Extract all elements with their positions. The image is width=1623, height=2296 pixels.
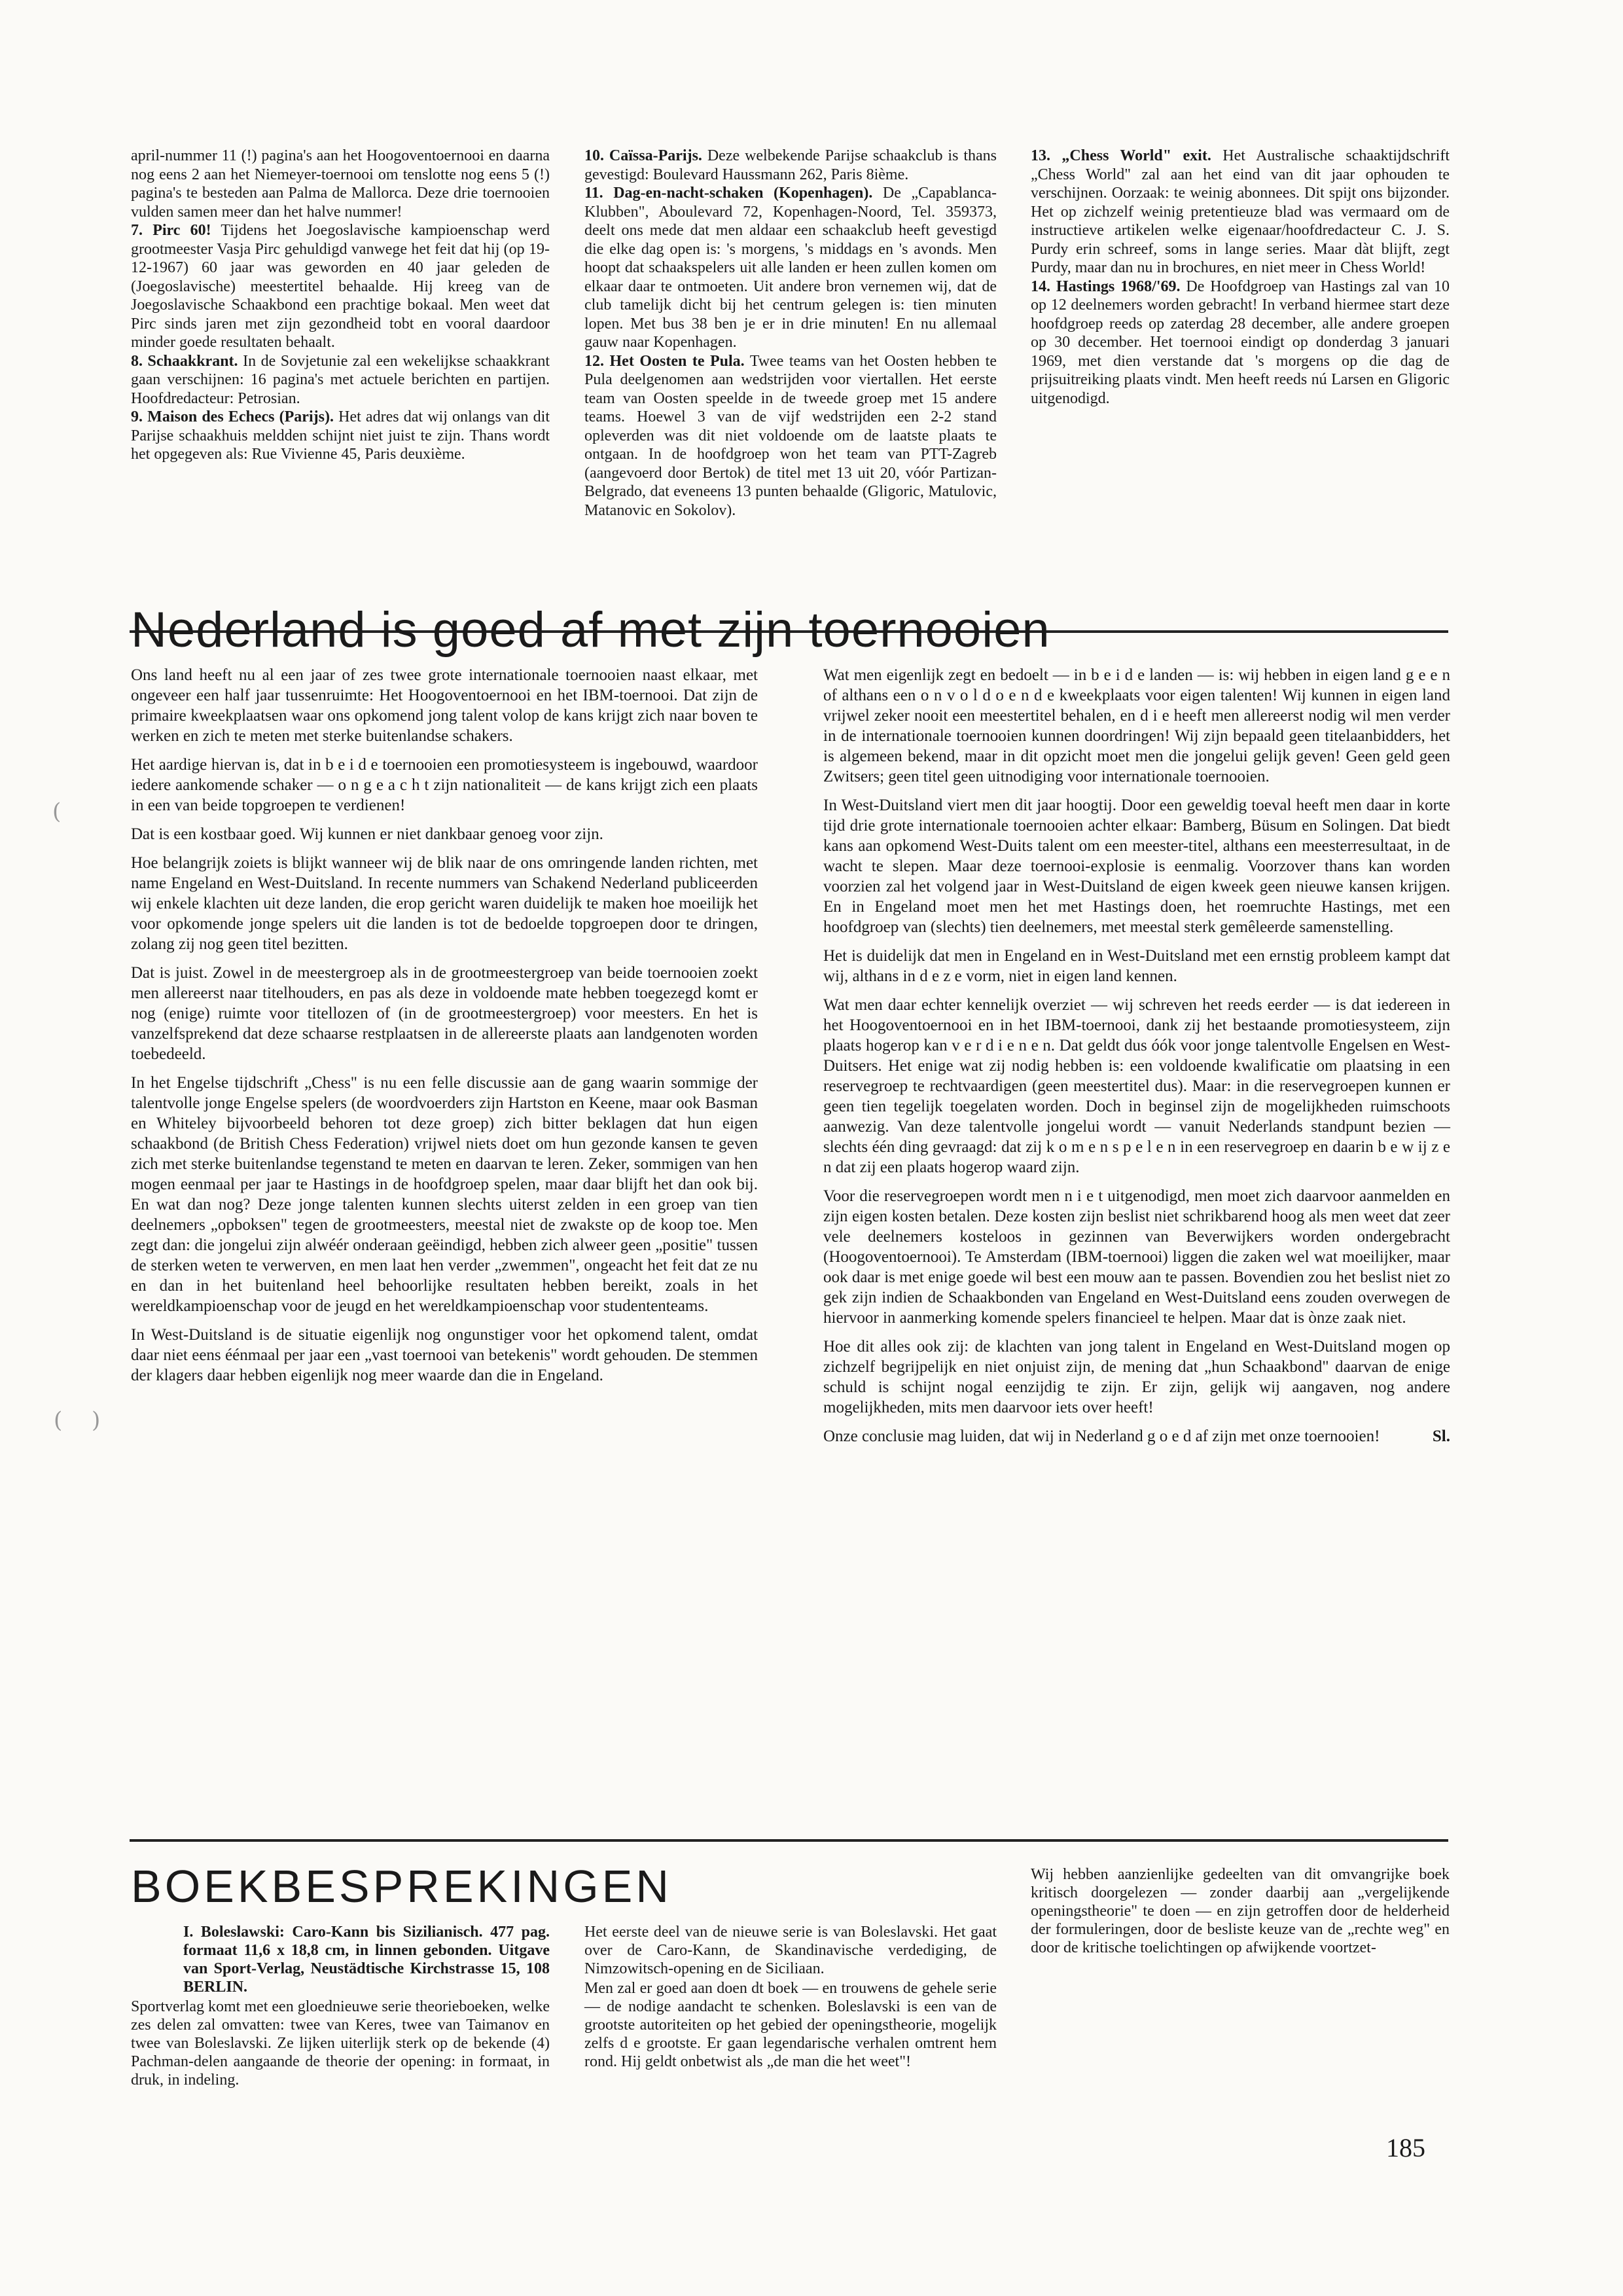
article-paragraph: Dat is een kostbaar goed. Wij kunnen er niet dankbaar genoeg voor zijn. xyxy=(131,825,603,843)
author-signature: Sl. xyxy=(1432,1427,1450,1445)
article-paragraph: Dat is juist. Zowel in de meestergroep als in de grootmeestergroep van beide toernooien zoekt men allereerst naar titelhouders, en pas als deze in voldoende mate hebben toegezegd komt er nog (enige) ruimte voor titellozen of (in de grootmeestergroep) voor meesters. En het is vanzelfsprekend dat deze schaarse restplaatsen in de allereerste plaats aan landgenoten worden toebedeeld. xyxy=(131,964,758,1063)
punch-hole-mark: ( xyxy=(52,798,62,825)
article-paragraph: In West-Duitsland is de situatie eigenlijk nog ongunstiger voor het opkomend talent, omdat daar niet eens éénmaal per jaar een „vast toernooi van betekenis" wordt gehouden. De stemmen der klagers daar hebben eigenlijk nog meer waarde dan die in Engeland. xyxy=(131,1326,758,1384)
news-column-3 xyxy=(1031,147,1450,408)
news-item-11-text: De „Capablanca-Klubben", Aboulevard 72, Kopenhagen-Noord, Tel. 359373, deelt ons mede dat men aldaar een schaakclub heeft gevestigd die elke dag open is: 's morgens, 's middags en 's avonds. Men hoopt dat schaakspelers uit alle landen er heen zullen komen om elkaar daar te ontmoeten. Uit andere bron vernemen wij, dat de club tamelijk dicht bij het centrum gelegen is: tien minuten lopen. Met bus 38 ben je er in drie minuten! En nu allemaal gauw naar Kopenhagen. xyxy=(584,185,997,351)
book-paragraph: Wij hebben aanzienlijke gedeelten van dit omvangrijke boek kritisch doorgelezen — zonder daarbij aan „vergelijkende openingstheorie" te doen — en zijn getroffen door de helderheid der formuleringen, door de besliste keuze van de „rechte weg" en door de kritische toelichtingen op afwijkende voortzet- xyxy=(1031,1866,1450,1956)
news-item-7 xyxy=(131,221,550,352)
news-item-14-text: De Hoofdgroep van Hastings zal van 10 op 12 deelnemers worden gebracht! In verband hiermee start deze hoofdgroep reeds op zaterdag 28 december, alle andere groepen op 30 december. Het toernooi eindigt op donderdag 3 januari 1969, met dien verstande dat 's morgens op die dag de prijsuitreiking plaats vindt. Men heeft reeds nú Larsen en Gligoric uitgenodigd. xyxy=(1031,278,1450,407)
news-item-11-title: 11. Dag-en-nacht-schaken (Kopenhagen). xyxy=(584,185,873,202)
page-number: 185 xyxy=(1386,2133,1425,2162)
news-item-14-title: 14. Hastings 1968/'69. xyxy=(1031,278,1181,295)
article-paragraph: Hoe belangrijk zoiets is blijkt wanneer wij de blik naar de ons omringende landen richten, met name Engeland en West-Duitsland. In recente nummers van Schakend Nederland publiceerden wij enkele klachten uit deze landen, die erop gericht waren duidelijk te maken hoe moeilijk het voor opkomende jonge spelers uit die landen is tot de bedoelde topgroepen door te dringen, zolang zij nog geen titel bezitten. xyxy=(131,854,758,953)
article-closing-text: Onze conclusie mag luiden, dat wij in Nederland g o e d af zijn met onze toernooien! xyxy=(823,1427,1380,1445)
section-divider-bottom xyxy=(130,1839,1448,1842)
news-item-7-title: 7. Pirc 60! xyxy=(131,222,211,239)
book-paragraph: Het eerste deel van de nieuwe serie is van Boleslavski. Het gaat over de Caro-Kann, de Skandinavische verdediging, de Nimzowitsch-opening en de Siciliaan. xyxy=(584,1924,997,1977)
article-paragraph: Het is duidelijk dat men in Engeland en in West-Duitsland met een ernstig probleem kampt dat wij, althans in d e z e vorm, niet in eigen land kennen. xyxy=(823,947,1450,985)
news-item-10-title: 10. Caïssa-Parijs. xyxy=(584,147,702,164)
news-column-2 xyxy=(584,147,997,520)
article-paragraph: In West-Duitsland viert men dit jaar hoogtij. Door een geweldig toeval heeft men daar in korte tijd drie grote internationale toernooien achter elkaar: Bamberg, Büsum en Solingen. Dat biedt kans aan opkomend West-Duits talent om een meester-titel, althans een meesterresultaat, in de wacht te slepen. Maar deze toernooi-explosie is eenmalig. Voorzover thans kan worden voorzien zal het volgend jaar in West-Duitsland de eigen kweek geen nieuwe kansen krijgen. En in Engeland moet men het met Hastings doen, het roemruchte Hastings, met een hoofdgroep van (slechts) tien deelnemers, met meestal sterk gemêleerde samenstelling. xyxy=(823,797,1450,936)
book-column-3 xyxy=(1031,1865,1450,1958)
news-item-12 xyxy=(584,352,997,520)
news-item-13-title: 13. „Chess World" exit. xyxy=(1031,147,1211,164)
news-item-9-title: 9. Maison des Echecs (Parijs). xyxy=(131,408,334,425)
book-paragraph: Men zal er goed aan doen dt boek — en trouwens de gehele serie — de nodige aandacht te schenken. Boleslavski is een van de grootste autoriteiten op het gebied der openingstheorie, mogelijk zelfs d e grootste. Er gaan legendarische verhalen omtrent hem rond. Hij geldt onbetwist als „de man die het weet"! xyxy=(584,1980,997,2070)
news-item-13-text: Het Australische schaaktijdschrift „Chess World" zal aan het eind van dit jaar ophouden te verschijnen. Oorzaak: te weinig abonnees. Dit spijt ons bijzonder. Het op zichzelf weinig pretentieuze blad was vermaard om de instructieve artikelen welke eigenaar/hoofdredacteur C. J. S. Purdy erin schreef, soms in lange series. Maar dàt blijft, zegt Purdy, maar dan nu in brochures, en niet meer in Chess World! xyxy=(1031,147,1450,276)
news-item-7-text: Tijdens het Joegoslavische kampioenschap werd grootmeester Vasja Pirc gehuldigd vanwege het feit dat hij (op 19-12-1967) 60 jaar was geworden en 40 jaar geleden de (Joegoslavische) meestertitel behaalde. Hij kreeg van de Joegoslavische Schaakbond een prachtige bokaal. Men weet dat Pirc sinds jaren met zijn gezondheid tobt en vooral daardoor minder goede resultaten behaalt. xyxy=(131,222,550,351)
article-paragraph: Hoe dit alles ook zij: de klachten van jong talent in Engeland en West-Duitsland mogen op zichzelf begrijpelijk en niet onjuist zijn, de mening dat „hun Schaakbond" daarvan de enige schuld is schijnt nogal eenzijdig te zijn. Er zijn, gelijk wij aangaven, nog andere mogelijkheden, mits men daarvoor iets over heeft! xyxy=(823,1338,1450,1416)
news-item-14 xyxy=(1031,278,1450,408)
article-column-1 xyxy=(131,665,758,1394)
article-column-2 xyxy=(823,665,1450,1455)
book-citation: I. Boleslawski: Caro-Kann bis Sizilianisch. 477 pag. formaat 11,6 x 18,8 cm, in linnen gebonden. Uitgave van Sport-Verlag, Neustädtische Kirchstrasse 15, 108 BERLIN. xyxy=(183,1924,550,1996)
punch-hole-mark: ( xyxy=(54,1407,63,1433)
news-item-12-text: Twee teams van het Oosten hebben te Pula deelgenomen aan wedstrijden voor viertallen. Het eerste team van Oosten speelde in de tweede groep met 15 andere teams. Hoewel 3 van de vijf wedstrijden een 2-2 stand opleverden was dit niet voldoende om de laatste plaats te ontgaan. In de hoofdgroep won het team van PTT-Zagreb (aangevoerd door Bertok) de titel met 13 uit 20, vóór Partizan-Belgrado, dat eveneens 13 punten behaalde (Gligoric, Matulovic, Matanovic en Sokolov). xyxy=(584,352,997,519)
news-item-12-title: 12. Het Oosten te Pula. xyxy=(584,352,745,370)
news-item-11 xyxy=(584,184,997,352)
news-item-8-title: 8. Schaakkrant. xyxy=(131,352,238,370)
article-paragraph: In het Engelse tijdschrift „Chess" is nu een felle discussie aan de gang waarin sommige der talentvolle jonge Engelse spelers (de woordvoerders zijn Hartston en Keene, maar ook Basman en Whiteley bijvoorbeeld behoren tot deze groep) zich bitter beklagen dat hun eigen schaakbond (de British Chess Federation) vrijwel niets doet om hun gezonde kansen te geven zich met sterke buitenlandse tegenstand te meten en daarvan te leren. Zeker, sommigen van hen mogen eenmaal per jaar te Hastings in de hoofdgroep spelen, maar daar blijft het dan ook bij. En wat dan nog? Deze jonge talenten kunnen slechts uiterst zelden in een groep van tien deelnemers „opboksen" tegen de grootmeesters, meestal niet de zwakste op de koop toe. Men zegt dan: die jongelui zijn alwéér onderaan geëindigd, hebben zich alweer geen „positie" tussen de sterken weten te verwerven, en men laat hen verder „zwemmen", ongeacht het feit dat ze nu en dan in het buitenland heel behoorlijke resultaten hebben bereikt, zoals in het wereldkampioenschap voor de jeugd en het wereldkampioenschap voor studententeams. xyxy=(131,1074,758,1315)
news-item-13 xyxy=(1031,147,1450,278)
news-item-9-text: Het adres dat wij onlangs van dit Parijse schaakhuis meldden schijnt niet juist te zijn. Thans wordt het opgegeven als: Rue Vivienne 45, Paris deuxième. xyxy=(131,408,550,463)
article-paragraph: Het aardige hiervan is, dat in b e i d e toernooien een promotiesysteem is ingebouwd, waardoor iedere aankomende schaker — o n g e a c h t zijn nationaliteit — de kans krijgt zich een plaats in een van beide topgroepen te verdienen! xyxy=(131,756,758,814)
news-item-continued: april-nummer 11 (!) pagina's aan het Hoogoventoernooi en daarna nog eens 2 aan het Niemeyer-toernooi om tenslotte nog eens 5 (!) pagina's te besteden aan Palma de Mallorca. Deze drie toernooien vulden samen meer dan het halve nummer! xyxy=(131,147,550,221)
news-item-8-text: In de Sovjetunie zal een wekelijkse schaakkrant gaan verschijnen: 16 pagina's met actuele berichten en partijen. Hoofdredacteur: Petrosian. xyxy=(131,352,550,407)
news-item-10-text: Deze welbekende Parijse schaakclub is thans gevestigd: Boulevard Haussmann 262, Paris 8ième. xyxy=(584,147,997,183)
book-reviews-title: BOEKBESPREKINGEN xyxy=(131,1861,672,1912)
book-paragraph: Sportverlag komt met een gloednieuwe serie theorieboeken, welke zes delen zal omvatten: twee van Keres, twee van Taimanov en twee van Boleslavski. Ze lijken uiterlijk sterk op de bekende (4) Pachman-delen aangaande de theorie der opening: in formaat, in druk, in indeling. xyxy=(131,1998,550,2089)
article-title: Nederland is goed af met zijn toernooien xyxy=(131,602,1050,658)
article-paragraph: Wat men daar echter kennelijk overziet — wij schreven het reeds eerder — is dat iedereen in het Hoogoventoernooi en in het IBM-toernooi, dank zij het bestaande promotiesysteem, zijn plaats hogerop kan v e r d i e n e n. Dat geldt dus óók voor jonge talentvolle Engelsen en West-Duitsers. Het enige wat zij nodig hebben is: een voldoende kwalificatie om plaatsing in een reservegroep te rechtvaardigen (geen meestertitel dus). Maar: in die reservegroepen kunnen er geen tien tegelijk toegelaten worden. Doch in beginsel zijn de mogelijkheden ruimschoots aanwezig. Van deze talentvolle jongelui wordt — vanuit Nederlands standpunt bezien — slechts één ding gevraagd: dat zij k o m e n s p e l e n in een reservegroep en daarin b e w ij z e n dat zij een plaats hogerop waard zijn. xyxy=(823,996,1450,1176)
book-column-2 xyxy=(584,1923,997,2072)
news-item-9 xyxy=(131,408,550,464)
news-item-10 xyxy=(584,147,997,184)
article-paragraph: Voor die reservegroepen wordt men n i e t uitgenodigd, men moet zich daarvoor aanmelden en zijn eigen kosten betalen. Deze kosten zijn beslist niet schrikbarend hoog als men weet dat zeer vele deelnemers kosteloos in gezinnen van Beverwijkers worden ondergebracht (Hoogoventoernooi). Te Amsterdam (IBM-toernooi) liggen die zaken wel wat moeilijker, maar ook daar is met enige goede wil best een mouw aan te passen. Bovendien zou het beslist niet zo gek zijn indien de Schaakbonden van Engeland en West-Duitsland eens zouden overwegen de hiervoor in aanmerking komende spelers financieel te helpen. Maar dat is ònze zaak niet. xyxy=(823,1187,1450,1327)
news-item-8 xyxy=(131,352,550,408)
news-column-1 xyxy=(131,147,550,464)
punch-hole-mark: ) xyxy=(92,1407,101,1433)
book-column-1 xyxy=(131,1923,550,2090)
article-paragraph: Ons land heeft nu al een jaar of zes twee grote internationale toernooien naast elkaar, met ongeveer een half jaar tussenruimte: Het Hoogoventoernooi en het IBM-toernooi. Dat zijn de primaire kweekplaatsen waar ons opkomend jong talent volop de kans krijgt zich naar boven te werken en zich te meten met sterke buitenlandse schakers. xyxy=(131,666,758,745)
article-paragraph: Wat men eigenlijk zegt en bedoelt — in b e i d e landen — is: wij hebben in eigen land g e e n of althans een o n v o l d o e n d e kweekplaats voor eigen talenten! Wij kunnen in eigen land vrijwel zeker nooit een meestertitel behalen, en d i e heeft men allereerst nodig wil men verder in de internationale toernooien kunnen doordringen! Wij zijn bepaald geen titelaanbidders, het is algemeen bekend, maar in dit opzicht moet men die jongelui gelijk geven! Geen geld geen Zwitsers; geen titel geen uitnodiging voor internationale toernooien. xyxy=(823,666,1450,785)
article-paragraph-final xyxy=(823,1426,1450,1446)
